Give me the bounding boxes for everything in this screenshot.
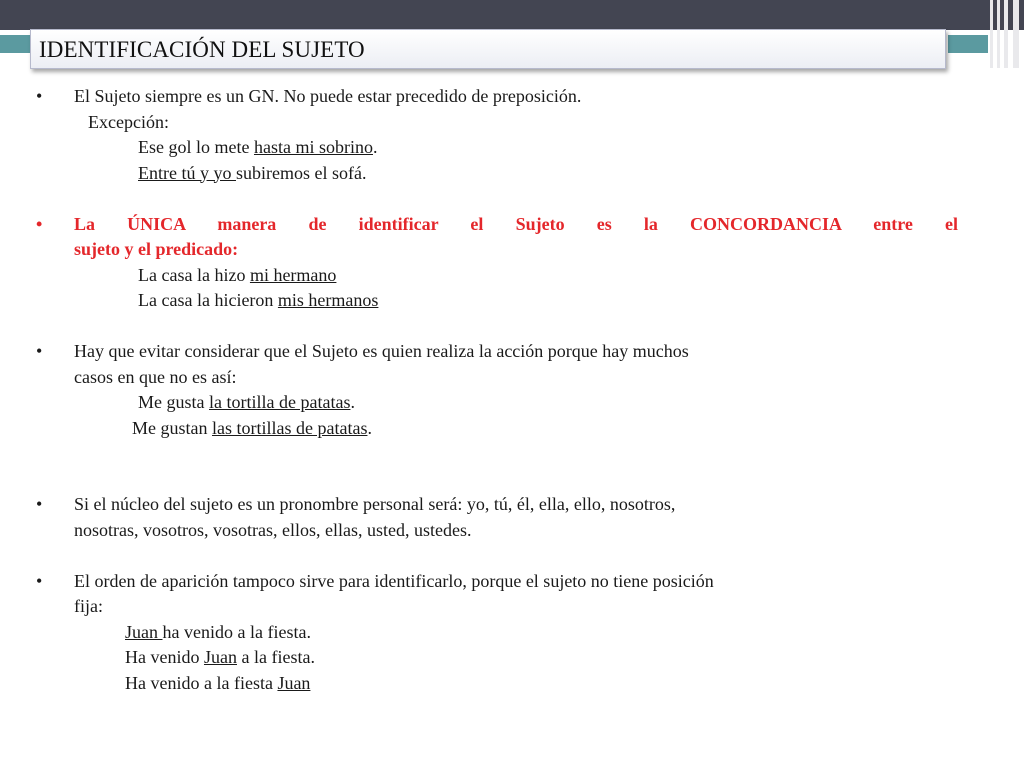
example-line: Ha venido Juan a la fiesta. [125,647,315,667]
bullet-2-line-2: sujeto y el predicado: [74,239,239,259]
exception-label: Excepción: [88,111,169,132]
slide-accent-left [0,35,30,53]
bullet-5-line-1: El orden de aparición tampoco sirve para identificarlo, porque el sujeto no tiene posición [74,570,714,591]
bullet-4-line-2: nosotras, vosotros, vosotras, ellos, ellas, usted, ustedes. [74,519,472,540]
bullet-1 [36,84,958,110]
bullet-dot: • [36,341,43,361]
bullet-dot: • [36,570,43,591]
slide-title: IDENTIFICACIÓN DEL SUJETO [39,37,365,62]
bullet-5 [36,569,958,620]
example-line: Me gusta la tortilla de patatas. [138,392,355,412]
bullet-dot: • [36,213,43,234]
subject-underlined: mis hermanos [277,290,379,310]
bullet-3-line-1: Hay que evitar considerar que el Sujeto es quien realiza la acción porque hay muchos [74,341,689,361]
bullet-dot: • [36,86,43,106]
example-line: Ha venido a la fiesta Juan [125,672,311,693]
title-box [30,29,946,69]
example-line: Entre tú y yo subiremos el sofá. [138,162,367,183]
subject-underlined: hasta mi sobrino [253,137,373,157]
subject-underlined: las tortillas de patatas [212,417,368,438]
subject-underlined: Juan [125,621,163,642]
bullet-2-line-1: La ÚNICA manera de identificar el Sujeto es la CONCORDANCIA entre el [74,213,958,234]
bullet-2 [36,212,958,263]
subject-underlined: la tortilla de patatas [209,392,351,412]
slide-top-bar [0,0,1024,30]
bullet-dot: • [36,494,43,514]
subject-underlined: Entre tú y yo [138,162,236,183]
slide-decoration-stripes [988,0,1024,68]
example-line: Ese gol lo mete hasta mi sobrino. [138,137,378,157]
bullet-1-text: El Sujeto siempre es un GN. No puede estar precedido de preposición. [74,86,582,106]
bullet-4 [36,492,958,543]
bullet-3 [36,339,958,390]
subject-underlined: Juan [203,647,237,667]
example-line: La casa la hicieron mis hermanos [138,290,379,310]
example-line: La casa la hizo mi hermano [138,264,337,285]
bullet-4-line-1: Si el núcleo del sujeto es un pronombre personal será: yo, tú, él, ella, ello, nosotros, [74,494,676,514]
bullet-3-line-2: casos en que no es así: [74,366,237,387]
subject-underlined: mi hermano [249,264,337,285]
example-line: Juan ha venido a la fiesta. [125,621,311,642]
example-line: Me gustan las tortillas de patatas. [132,417,372,438]
slide-accent-right [948,35,988,53]
subject-underlined: Juan [277,672,311,693]
slide-content [36,84,958,696]
bullet-5-line-2: fija: [74,596,103,616]
